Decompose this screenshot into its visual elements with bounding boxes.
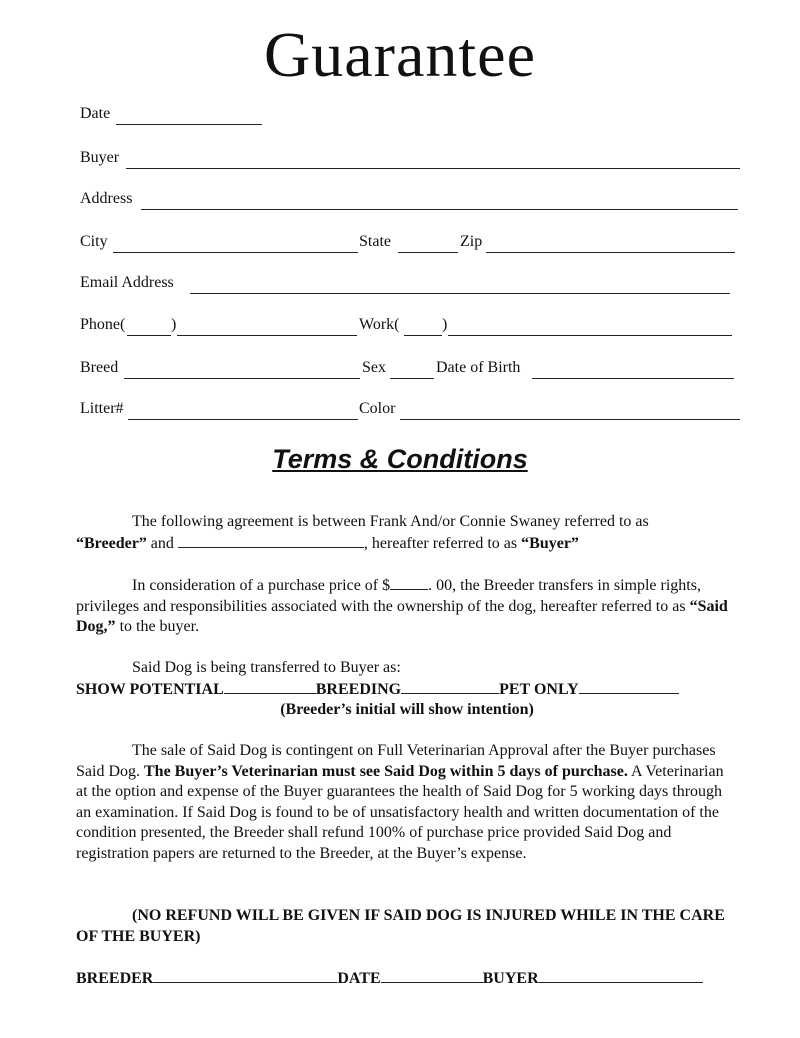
show-potential-initial-field[interactable] (224, 679, 316, 694)
vet-text-start: The sale of Said Dog is contingent on Full Veterinarian Approval after the Buyer purchases Said Dog. (76, 742, 716, 780)
pet-only-initial-field[interactable] (579, 679, 679, 694)
transfer-type-section (76, 658, 738, 721)
buyer-signature-field[interactable] (539, 968, 703, 983)
address-row (80, 186, 740, 210)
buyer-field[interactable] (126, 168, 740, 169)
buyer-signature-label: BUYER (482, 970, 539, 987)
email-field[interactable] (190, 293, 730, 294)
work-area-code-field[interactable] (404, 335, 442, 336)
city-field[interactable] (113, 252, 358, 253)
purchase-price-field[interactable] (390, 575, 428, 590)
litter-color-row (80, 396, 740, 420)
breeder-term: “Breeder” (76, 534, 147, 552)
show-potential-label: SHOW POTENTIAL (76, 680, 224, 698)
breeding-label: BREEDING (315, 680, 402, 698)
buyer-name-field[interactable] (178, 533, 364, 548)
agreement-paragraph (76, 512, 738, 554)
zip-label: Zip (460, 233, 483, 250)
vet-text-end: A Veterinarian at the option and expense of the Buyer guarantees the health of Said Dog for 5 working days through an examination. If Said Dog is found to be of unsatisfactory health and written documentation of the condition presented, the Breeder shall refund 100% of purchase price provided Said Dog and registration papers are returned to the Breeder, at the Buyer’s expense. (76, 762, 724, 862)
email-label: Email Address (80, 274, 174, 291)
signature-date-label: DATE (337, 970, 381, 987)
city-state-zip-row (80, 229, 740, 253)
hereafter-text: , hereafter referred to as (363, 534, 522, 552)
and-text: and (146, 534, 178, 552)
date-label: Date (80, 105, 111, 122)
no-refund-text: (NO REFUND WILL BE GIVEN IF SAID DOG IS INJURED WHILE IN THE CARE OF THE BUYER) (76, 907, 725, 945)
breed-label: Breed (80, 359, 119, 376)
price-text-end: to the buyer. (115, 618, 200, 635)
date-of-birth-field[interactable] (532, 378, 734, 379)
said-dog-term: “Said Dog,” (76, 597, 728, 635)
breed-sex-dob-row (80, 355, 740, 379)
state-field[interactable] (398, 252, 458, 253)
agreement-text: The following agreement is between Frank And/or Connie Swaney referred to as (132, 513, 649, 530)
buyer-label: Buyer (80, 149, 120, 166)
initial-note: (Breeder’s initial will show intention) (280, 701, 534, 718)
purchase-price-paragraph (76, 575, 738, 638)
document-title: Guarantee (264, 19, 536, 90)
address-label: Address (80, 190, 133, 207)
pet-only-label: PET ONLY (499, 680, 579, 698)
phone-field[interactable] (177, 335, 357, 336)
zip-field[interactable] (486, 252, 735, 253)
litter-label: Litter# (80, 400, 124, 417)
sex-field[interactable] (390, 378, 434, 379)
work-label: Work( (359, 316, 400, 333)
transfer-intro: Said Dog is being transferred to Buyer as: (132, 659, 401, 676)
phone-work-row (80, 312, 740, 336)
terms-heading: Terms & Conditions (272, 444, 528, 474)
veterinarian-paragraph (76, 741, 738, 864)
buyer-row (80, 145, 740, 169)
breeding-initial-field[interactable] (401, 679, 499, 694)
price-text-start: In consideration of a purchase price of $ (132, 577, 391, 594)
phone-area-code-field[interactable] (127, 335, 171, 336)
work-close-paren: ) (442, 316, 448, 333)
sex-label: Sex (362, 359, 386, 376)
date-field[interactable] (116, 124, 262, 125)
breeder-signature-field[interactable] (153, 968, 337, 983)
breeder-signature-label: BREEDER (76, 970, 154, 987)
no-refund-notice (76, 906, 738, 947)
date-row (80, 101, 740, 125)
color-label: Color (359, 400, 396, 417)
vet-deadline-text: The Buyer’s Veterinarian must see Said Dog within 5 days of purchase. (144, 762, 628, 780)
email-row (80, 270, 740, 294)
phone-label: Phone( (80, 316, 126, 333)
city-label: City (80, 233, 108, 250)
breed-field[interactable] (124, 378, 360, 379)
signature-date-field[interactable] (381, 968, 483, 983)
price-text-middle: . 00, the Breeder transfers in simple rights, privileges and responsibilities associated with the ownership of the dog, hereafter referred to as (76, 577, 701, 615)
work-phone-field[interactable] (448, 335, 732, 336)
state-label: State (359, 233, 391, 250)
litter-field[interactable] (128, 419, 358, 420)
address-field[interactable] (141, 209, 738, 210)
color-field[interactable] (400, 419, 740, 420)
date-of-birth-label: Date of Birth (436, 359, 521, 376)
signature-row (76, 968, 738, 990)
phone-close-paren: ) (171, 316, 177, 333)
buyer-term: “Buyer” (521, 534, 579, 552)
